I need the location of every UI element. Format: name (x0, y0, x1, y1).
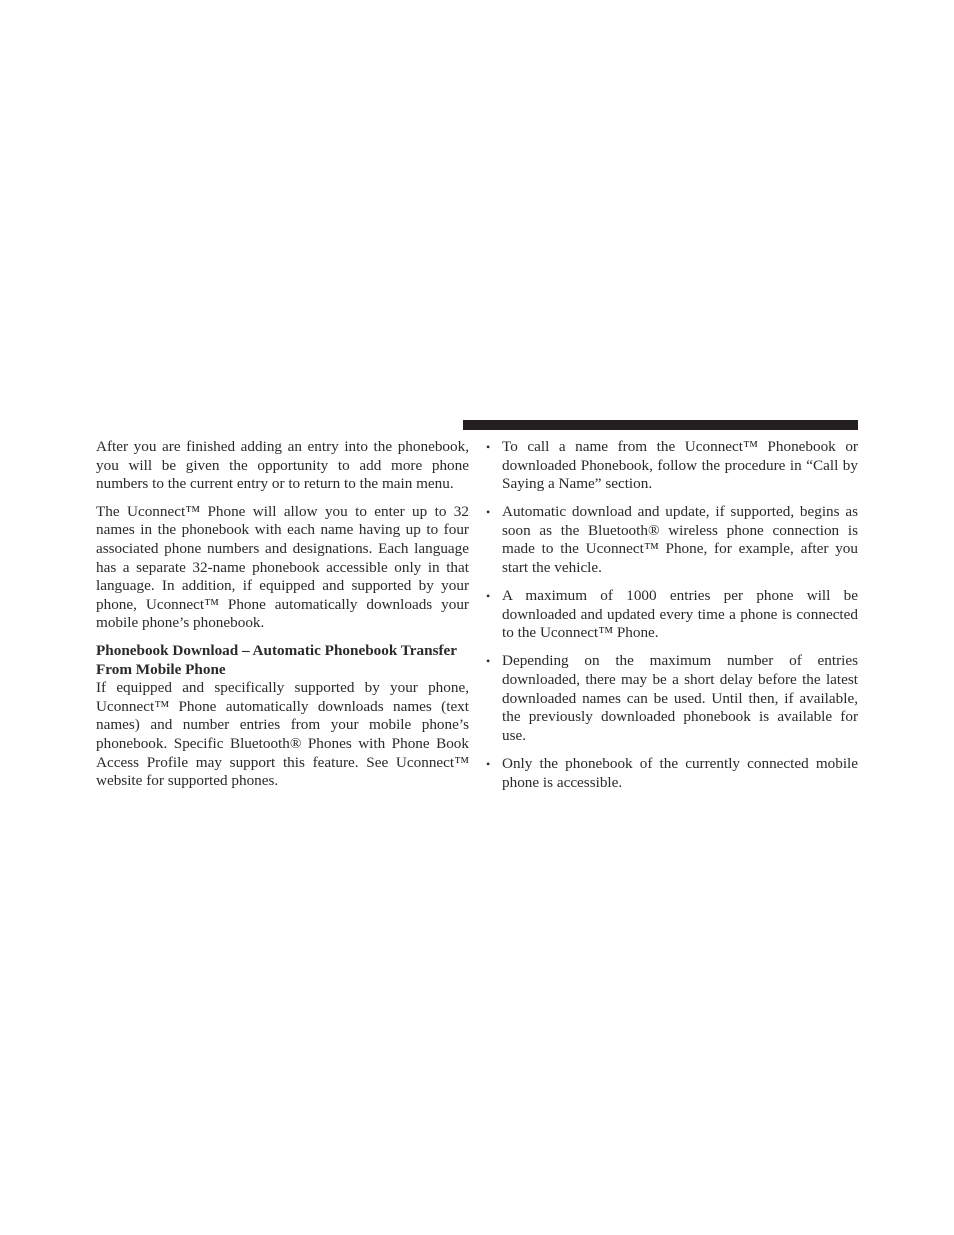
section-header-rule (463, 420, 858, 430)
right-column (486, 438, 858, 802)
bullet-icon: • (486, 589, 491, 604)
bullet-icon: • (486, 654, 491, 669)
list-item (486, 755, 858, 792)
bullet-icon: • (486, 756, 491, 771)
paragraph-phonebook-capacity: The Uconnect™ Phone will allow you to enter up to 32 names in the phonebook with each name having up to four associated phone numbers and designations. Each language has a separate 32-name phonebook accessible only in that language. In addition, if equipped and supported by your phone, Uconnect™ Phone automatically downloads your mobile phone’s phonebook. (96, 502, 469, 632)
heading-phonebook-download: Phonebook Download – Automatic Phonebook Transfer From Mobile Phone (96, 641, 457, 678)
bullet-list (486, 438, 858, 792)
list-item (486, 652, 858, 745)
list-item-text: Automatic download and update, if supported, begins as soon as the Bluetooth® wireless phone connection is made to the Uconnect™ Phone, for example, after you start the vehicle. (502, 503, 858, 577)
list-item (486, 503, 858, 577)
paragraph-after-adding-entry: After you are finished adding an entry into the phonebook, you will be given the opportunity to add more phone numbers to the current entry or to return to the main menu. (96, 438, 469, 493)
left-column (96, 438, 469, 800)
bullet-icon: • (486, 505, 491, 520)
list-item (486, 587, 858, 643)
paragraph-automatic-download: If equipped and specifically supported by your phone, Uconnect™ Phone automatically downloads names (text names) and number entries from your mobile phone’s phonebook. Specific Bluetooth® Phones with Phone Book Access Profile may support this feature. See Uconnect™ website for supported phones. (96, 679, 469, 790)
bullet-icon: • (486, 440, 491, 454)
list-item (486, 438, 858, 494)
list-item-text: Depending on the maximum number of entries downloaded, there may be a short delay before the latest downloaded names can be used. Until then, if available, the previously downloaded phonebook is available for use. (502, 652, 858, 744)
list-item-text: A maximum of 1000 entries per phone will be downloaded and updated every time a phone is connected to the Uconnect™ Phone. (502, 587, 858, 642)
list-item-text: To call a name from the Uconnect™ Phonebook or downloaded Phonebook, follow the procedure in “Call by Saying a Name” section. (502, 438, 858, 493)
list-item-text: Only the phonebook of the currently connected mobile phone is accessible. (502, 754, 858, 791)
